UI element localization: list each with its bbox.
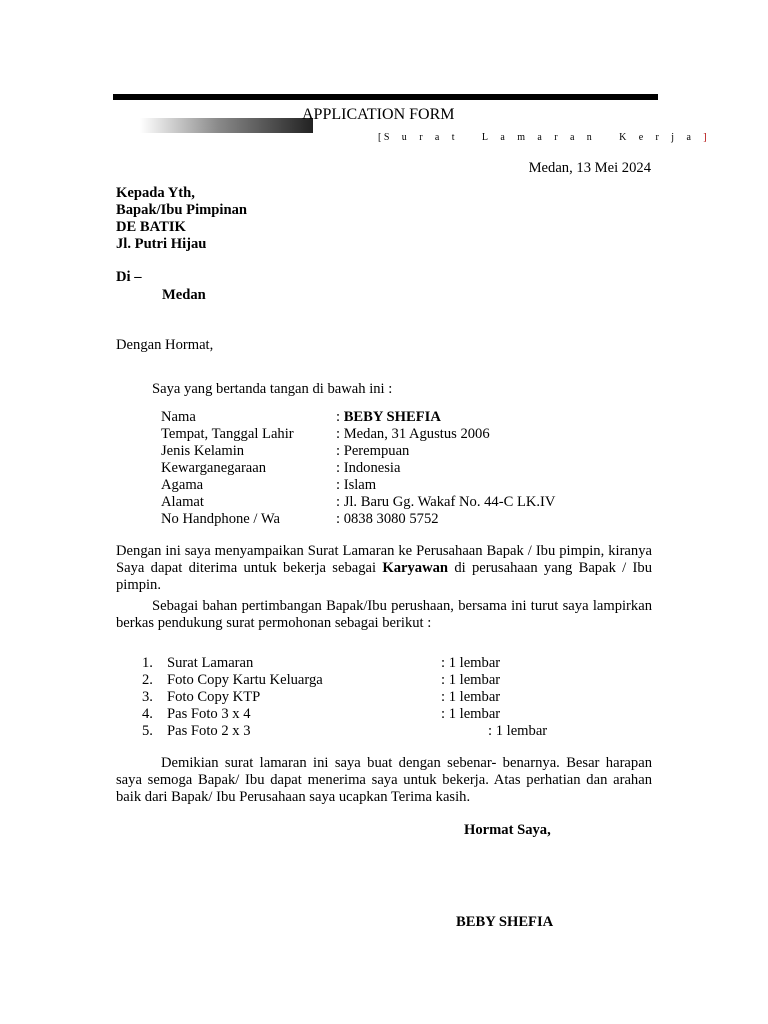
paragraph-text: Sebagai bahan pertimbangan Bapak/Ibu perushaan, bersama ini turut saya lampirkan berkas pendukung surat permohonan sebagai berikut : — [116, 598, 652, 631]
identity-value-text: : Indonesia — [336, 460, 401, 476]
di-label: Di – — [116, 269, 142, 285]
identity-value-text: : Perempuan — [336, 443, 410, 459]
identity-value-bold: BEBY SHEFIA — [343, 409, 441, 425]
identity-value — [336, 494, 555, 511]
identity-value-text: : — [336, 409, 344, 425]
attachment-quantity: : 1 lembar — [441, 672, 501, 688]
attachment-name: Pas Foto 3 x 4 — [167, 706, 251, 722]
paragraph-application — [116, 543, 652, 594]
paragraph-attachments-intro — [116, 598, 652, 632]
attachment-number: 3. — [142, 689, 153, 705]
identity-label: Nama — [161, 409, 196, 425]
attachment-quantity: : 1 lembar — [441, 706, 501, 722]
identity-value-text: : 0838 3080 5752 — [336, 511, 439, 527]
identity-label: Kewarganegaraan — [161, 460, 267, 476]
recipient-line: Bapak/Ibu Pimpinan — [116, 202, 248, 218]
attachment-quantity: : 1 lembar — [441, 689, 501, 705]
attachment-number: 2. — [142, 672, 153, 688]
intro-line: Saya yang bertanda tangan di bawah ini : — [152, 381, 393, 397]
attachment-name: Foto Copy Kartu Keluarga — [167, 672, 323, 688]
identity-label: Alamat — [161, 494, 204, 510]
attachment-name: Surat Lamaran — [167, 655, 254, 671]
identity-value — [336, 477, 376, 494]
identity-value — [336, 443, 409, 460]
identity-label: Agama — [161, 477, 204, 493]
attachment-name: Foto Copy KTP — [167, 689, 261, 705]
attachment-quantity: : 1 lembar — [488, 723, 548, 739]
identity-value-text: : Jl. Baru Gg. Wakaf No. 44-C LK.IV — [336, 494, 556, 510]
identity-value — [336, 409, 441, 426]
subtitle-open-bracket: [ — [378, 132, 382, 143]
header-rule — [113, 94, 658, 100]
subtitle-text: Surat Lamaran Kerja — [383, 132, 704, 143]
form-title: APPLICATION FORM — [302, 106, 455, 123]
subtitle-close-bracket: ] — [703, 132, 707, 143]
identity-label: No Handphone / Wa — [161, 511, 280, 527]
identity-value — [336, 511, 439, 528]
paragraph-text: di perusahaan yang Bapak / Ibu pimpin. — [116, 560, 652, 593]
recipient-line: DE BATIK — [116, 219, 186, 235]
attachment-number: 5. — [142, 723, 153, 739]
attachment-quantity: : 1 lembar — [441, 655, 501, 671]
header-gradient-bar — [140, 118, 313, 133]
attachment-number: 4. — [142, 706, 153, 722]
identity-value — [336, 426, 490, 443]
greeting: Dengan Hormat, — [116, 337, 214, 353]
recipient-line: Jl. Putri Hijau — [116, 236, 207, 252]
attachment-number: 1. — [142, 655, 153, 671]
identity-value-text: : Medan, 31 Agustus 2006 — [336, 426, 490, 442]
letter-date: Medan, 13 Mei 2024 — [528, 160, 651, 176]
identity-label: Tempat, Tanggal Lahir — [161, 426, 294, 442]
di-city: Medan — [162, 287, 206, 303]
recipient-address — [116, 185, 247, 253]
signature-name: BEBY SHEFIA — [456, 914, 554, 930]
paragraph-text: Dengan ini saya menyampaikan Surat Lamaran ke Perusahaan Bapak / Ibu pimpin, kiranya Saya dapat diterima untuk bekerja sebagai — [116, 543, 652, 576]
signature-greeting: Hormat Saya, — [464, 822, 551, 838]
position-text: Karyawan — [382, 560, 449, 576]
form-subtitle — [378, 132, 707, 143]
attachment-name: Pas Foto 2 x 3 — [167, 723, 251, 739]
paragraph-text: Demikian surat lamaran ini saya buat dengan sebenar- benarnya. Besar harapan saya semoga Bapak/ Ibu dapat menerima saya untuk bekerja. Atas perhatian dan arahan baik dari Bapak/ Ibu Perusahaan saya ucapkan Terima kasih. — [116, 755, 652, 805]
recipient-line: Kepada Yth, — [116, 185, 195, 201]
paragraph-closing — [116, 755, 652, 806]
identity-label: Jenis Kelamin — [161, 443, 245, 459]
identity-value — [336, 460, 400, 477]
identity-value-text: : Islam — [336, 477, 377, 493]
